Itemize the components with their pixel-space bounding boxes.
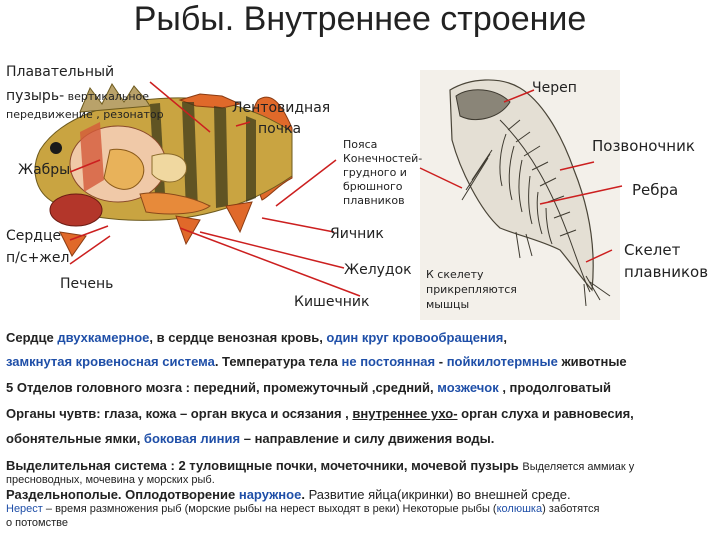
label-girdles-line2: Конечностей- [343,152,423,165]
text-line-lateral-line: обонятельные ямки, боковая линия – направление и силу движения воды. [6,431,495,446]
label-girdles-line4: брюшного [343,180,403,193]
label-stomach: Желудок [344,262,412,278]
text-line-spawning-2: о потомстве [6,517,68,529]
text-line-senses: Органы чувтв: глаза, кожа – орган вкуса и осязания , внутреннее ухо- орган слуха и равновесия, [6,406,634,421]
label-girdles-line5: плавников [343,194,405,207]
label-girdles-line3: грудного и [343,166,407,179]
page-title: Рыбы. Внутреннее строение [133,0,587,38]
label-spine: Позвоночник [592,137,695,155]
label-gills: Жабры [18,162,71,178]
label-swim-bladder-line2: пузырь- вертикальное [6,88,150,104]
label-girdles: Пояса [343,138,378,151]
text-line-circulation: замкнутая кровеносная система. Температура тела не постоянная - пойкилотермные животные [6,354,627,369]
label-heart: Сердце [6,228,62,244]
label-skull: Череп [532,80,577,96]
label-ribs: Ребра [632,181,679,199]
label-ovary: Яичник [330,226,384,242]
label-skeleton-note-line3: мышцы [426,298,470,311]
text-line-heart: Сердце двухкамерное, в сердце венозная кровь, один круг кровообращения, [6,330,507,345]
text-line-brain: 5 Отделов головного мозга : передний, промежуточный ,средний, мозжечок , продолговатый [6,380,611,395]
label-liver: Печень [60,276,114,292]
label-kidney: Лентовидная [232,100,331,116]
text-line-reproduction: Раздельнополые. Оплодотворение наружное. Развитие яйца(икринки) во внешней среде. [6,487,571,502]
text-line-excretion: Выделительная система : 2 туловищные почки, мочеточники, мочевой пузырь Выделяется аммиак у [6,458,635,473]
label-skeleton-note: К скелету [426,268,484,281]
label-swim-bladder-line3: передвижение , резонатор [6,108,164,121]
label-heart-line2: п/с+жел [6,250,70,266]
label-fin-skeleton: Скелет [624,241,681,259]
label-kidney-line2: почка [258,121,302,137]
text-line-excretion-2: пресноводных, мочевина у морских рыб. [6,474,215,486]
text-line-spawning: Нерест – время размножения рыб (морские рыбы на нерест выходят в реки) Некоторые рыбы (колюшка) заботятся [6,503,600,515]
label-swim-bladder: Плавательный [6,64,115,80]
label-skeleton-note-line2: прикрепляются [426,283,517,296]
label-fin-skeleton-line2: плавников [624,263,709,281]
label-intestine: Кишечник [294,294,370,310]
